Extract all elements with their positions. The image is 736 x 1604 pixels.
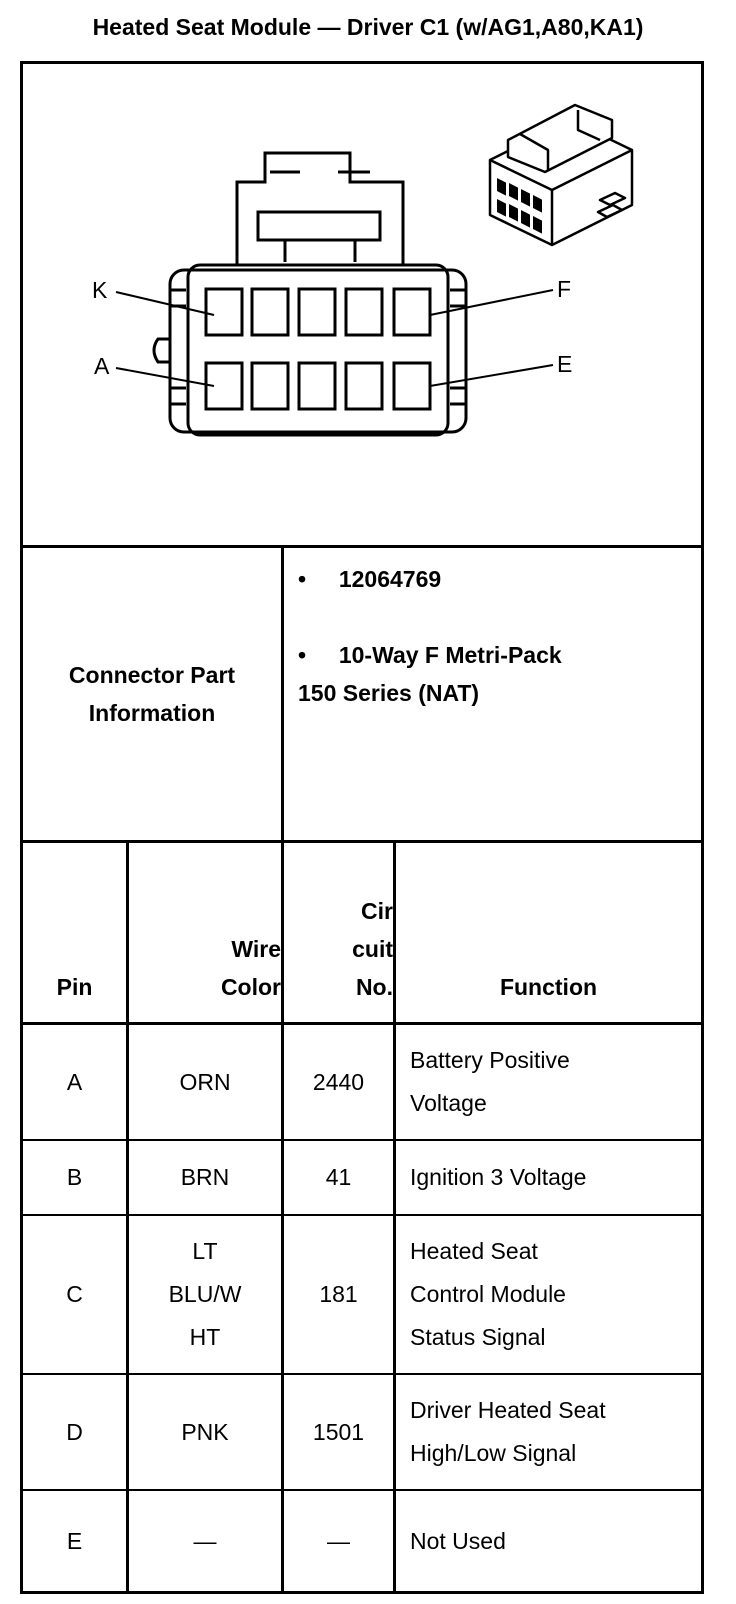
table-row-pin: E xyxy=(66,1527,83,1554)
connector-info-values xyxy=(298,560,688,712)
connector-key xyxy=(154,339,170,362)
description-line2: 150 Series (NAT) xyxy=(298,680,480,706)
table-row-circuit: 41 xyxy=(325,1164,352,1190)
cavity-f xyxy=(394,289,430,335)
cavity xyxy=(252,289,288,335)
part-number-item xyxy=(298,560,688,598)
table-row-pin: A xyxy=(66,1068,83,1095)
table-row-pin: C xyxy=(66,1281,83,1307)
page-title: Heated Seat Module — Driver C1 (w/AG1,A80,KA1) xyxy=(92,14,644,40)
latch-outline xyxy=(237,153,403,265)
table-row-color: PNK xyxy=(181,1418,229,1445)
part-number: 12064769 xyxy=(338,566,442,592)
table-row-circuit: 2440 xyxy=(312,1068,365,1095)
table-row-function: Battery Positive Voltage xyxy=(410,1047,570,1116)
header-wire-color: Wire Color xyxy=(220,936,281,1000)
connector-info-label xyxy=(23,548,281,840)
table-row-function: Ignition 3 Voltage xyxy=(410,1164,587,1190)
side-rib xyxy=(450,290,466,404)
leader-a xyxy=(116,368,214,386)
table-row-function: Heated Seat Control Module Status Signal xyxy=(410,1238,566,1350)
table-row-color: — xyxy=(193,1527,217,1554)
header-circuit-no: Cir cuit No. xyxy=(352,898,393,1000)
label-k: K xyxy=(92,277,108,303)
table-row-circuit: 181 xyxy=(319,1281,358,1307)
cavity-e xyxy=(394,363,430,409)
connector-3d-view xyxy=(490,105,632,245)
header-function: Function xyxy=(499,974,598,1000)
table-row-circuit: — xyxy=(327,1527,350,1554)
bullet: • xyxy=(298,642,307,668)
cavity xyxy=(299,363,335,409)
connector-info-label-line1: Connector Part xyxy=(68,662,236,688)
table-row-pin: B xyxy=(66,1164,83,1190)
table-row-pin: D xyxy=(66,1418,83,1445)
table-row-function: Driver Heated Seat High/Low Signal xyxy=(410,1397,606,1466)
connector-diagram xyxy=(23,64,701,545)
label-f: F xyxy=(557,276,572,302)
cavity xyxy=(252,363,288,409)
label-a: A xyxy=(94,353,110,379)
table-row-function: Not Used xyxy=(410,1527,506,1554)
cavity xyxy=(299,289,335,335)
header-pin: Pin xyxy=(56,974,93,1000)
table-row-circuit: 1501 xyxy=(312,1418,365,1445)
cavity-k xyxy=(206,289,242,335)
cavity xyxy=(346,289,382,335)
table-row-color: BRN xyxy=(180,1164,230,1190)
label-e: E xyxy=(557,351,573,377)
connector-info-label-line2: Information xyxy=(88,700,216,726)
latch-tab xyxy=(258,212,380,240)
description-line1: 10-Way F Metri-Pack xyxy=(338,642,562,668)
description-item xyxy=(298,636,688,674)
bullet: • xyxy=(298,566,307,592)
table-row-color: LT BLU/W HT xyxy=(168,1238,242,1350)
table-row-color: ORN xyxy=(179,1068,231,1095)
leader-k xyxy=(116,292,214,315)
cavity xyxy=(346,363,382,409)
